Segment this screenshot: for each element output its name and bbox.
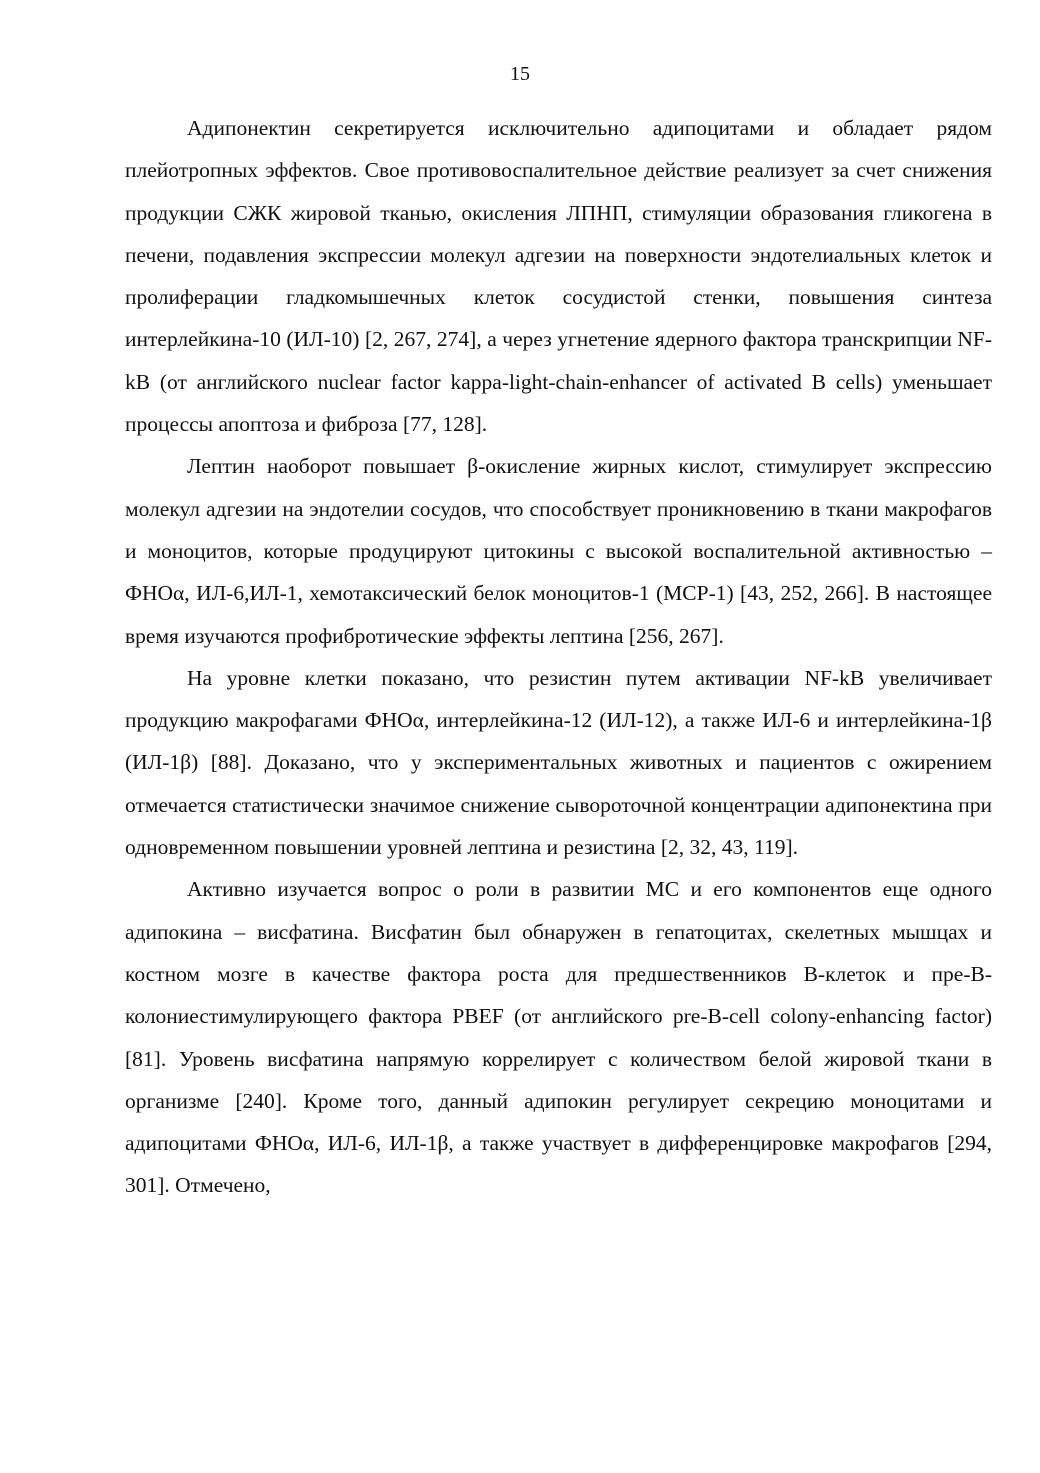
paragraph-adiponectin: Адипонектин секретируется исключительно адипоцитами и обладает рядом плейотропных эффектов. Свое противовоспалительное действие реализует за счет снижения продукции СЖК жировой тканью, окисления ЛПНП, стимуляции образования гликогена в печени, подавления экспрессии молекул адгезии на поверхности эндотелиальных клеток и пролиферации гладкомышечных клеток сосудистой стенки, повышения синтеза интерлейкина-10 (ИЛ-10) [2, 267, 274], а через угнетение ядерного фактора транскрипции NF-kB (от английского nuclear factor kappa-light-chain-enhancer of activated B cells) уменьшает процессы апоптоза и фиброза [77, 128]. [125, 116, 992, 437]
page-number: 15 [510, 63, 530, 85]
paragraph-leptin: Лептин наоборот повышает β-окисление жирных кислот, стимулирует экспрессию молекул адгезии на эндотелии сосудов, что способствует проникновению в ткани макрофагов и моноцитов, которые продуцируют цитокины с высокой воспалительной активностью – ФНОα, ИЛ-6,ИЛ-1, хемотаксический белок моноцитов-1 (МСР-1) [43, 252, 266]. В настоящее время изучаются профибротические эффекты лептина [256, 267]. [125, 454, 992, 648]
text-body [125, 107, 992, 1207]
paragraph-visfatin: Активно изучается вопрос о роли в развитии МС и его компонентов еще одного адипокина – висфатина. Висфатин был обнаружен в гепатоцитах, скелетных мышцах и костном мозге в качестве фактора роста для предшественников В-клеток и пре-В-колониестимулирующего фактора PBEF (от английского pre-B-cell colony-enhancing factor) [81]. Уровень висфатина напрямую коррелирует с количеством белой жировой ткани в организме [240]. Кроме того, данный адипокин регулирует секрецию моноцитами и адипоцитами ФНОα, ИЛ-6, ИЛ-1β, а также участвует в дифференцировке макрофагов [294, 301]. Отмечено, [125, 877, 992, 1198]
paragraph-resistin: На уровне клетки показано, что резистин путем активации NF-kB увеличивает продукцию макрофагами ФНОα, интерлейкина-12 (ИЛ-12), а также ИЛ-6 и интерлейкина-1β (ИЛ-1β) [88]. Доказано, что у экспериментальных животных и пациентов с ожирением отмечается статистически значимое снижение сывороточной концентрации адипонектина при одновременном повышении уровней лептина и резистина [2, 32, 43, 119]. [125, 665, 992, 860]
